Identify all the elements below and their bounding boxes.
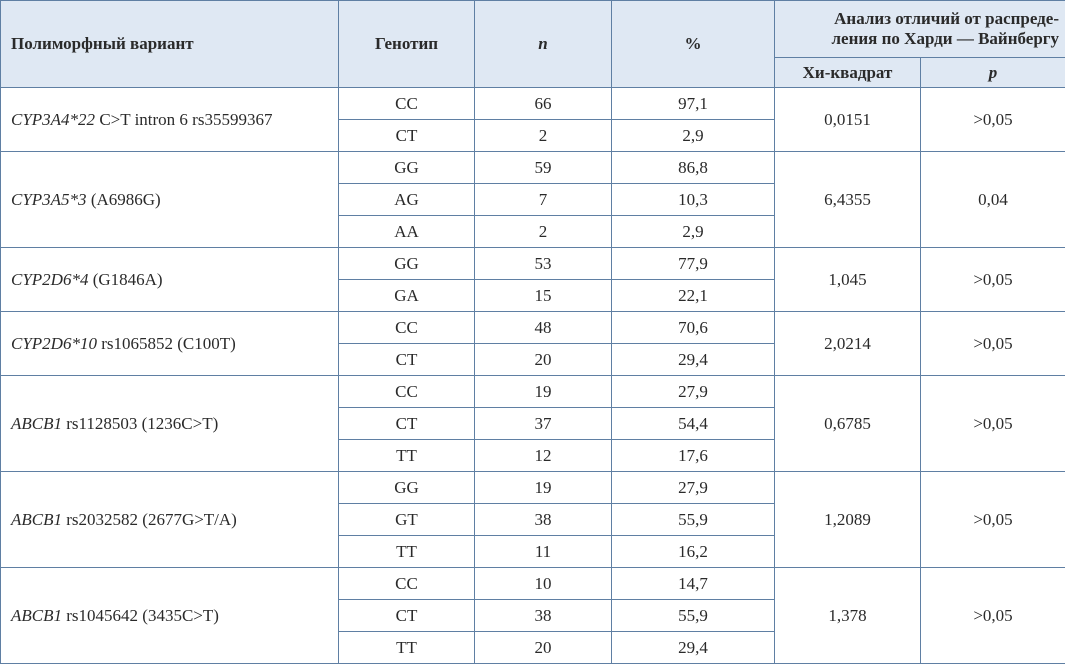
p-value-cell: >0,05 [921,88,1065,152]
variant-description: rs1128503 (1236C>T) [62,414,218,433]
header-hwe-line1: Анализ отличий от распреде- [781,9,1059,29]
variant-description: (A6986G) [87,190,161,209]
genotype-cell: GG [339,472,475,504]
chi-square-cell: 0,6785 [775,376,921,472]
count-cell: 12 [475,440,612,472]
header-hwe-analysis [775,1,1065,58]
genotype-cell: GG [339,248,475,280]
count-cell: 38 [475,504,612,536]
count-cell: 7 [475,184,612,216]
chi-square-cell: 1,2089 [775,472,921,568]
count-cell: 53 [475,248,612,280]
p-value-cell: >0,05 [921,248,1065,312]
table-row [1,568,1065,600]
genotype-cell: CT [339,344,475,376]
header-p: p [921,58,1065,88]
gene-name: CYP3A5*3 [11,190,87,209]
genotype-cell: CC [339,312,475,344]
percent-cell: 14,7 [612,568,775,600]
count-cell: 66 [475,88,612,120]
chi-square-cell: 6,4355 [775,152,921,248]
percent-cell: 16,2 [612,536,775,568]
variant-cell [1,248,339,312]
gene-name: CYP2D6*10 [11,334,97,353]
percent-cell: 2,9 [612,120,775,152]
table-row [1,88,1065,120]
count-cell: 20 [475,632,612,664]
variant-description: rs1045642 (3435C>T) [62,606,219,625]
table-row [1,152,1065,184]
count-cell: 10 [475,568,612,600]
variant-cell [1,376,339,472]
table-body [1,88,1065,664]
genotype-cell: CC [339,568,475,600]
count-cell: 19 [475,376,612,408]
variant-cell [1,312,339,376]
genotype-cell: TT [339,536,475,568]
table-row [1,376,1065,408]
header-hwe-line2: ления по Харди — Вайнбергу [781,29,1059,49]
genotype-cell: CC [339,376,475,408]
percent-cell: 29,4 [612,632,775,664]
percent-cell: 55,9 [612,504,775,536]
count-cell: 2 [475,120,612,152]
variant-cell [1,568,339,664]
percent-cell: 70,6 [612,312,775,344]
percent-cell: 17,6 [612,440,775,472]
percent-cell: 27,9 [612,472,775,504]
chi-square-cell: 2,0214 [775,312,921,376]
percent-cell: 77,9 [612,248,775,280]
count-cell: 37 [475,408,612,440]
variant-cell [1,152,339,248]
gene-name: ABCB1 [11,606,62,625]
percent-cell: 29,4 [612,344,775,376]
genotype-cell: GG [339,152,475,184]
chi-square-cell: 1,378 [775,568,921,664]
genotype-cell: CC [339,88,475,120]
percent-cell: 10,3 [612,184,775,216]
variant-cell [1,472,339,568]
percent-cell: 97,1 [612,88,775,120]
p-value-cell: >0,05 [921,312,1065,376]
gene-name: CYP3A4*22 [11,110,95,129]
genotype-cell: AG [339,184,475,216]
chi-square-cell: 0,0151 [775,88,921,152]
count-cell: 15 [475,280,612,312]
genotype-cell: CT [339,408,475,440]
genotype-cell: CT [339,600,475,632]
variant-description: C>T intron 6 rs35599367 [95,110,272,129]
p-value-cell: >0,05 [921,472,1065,568]
variant-description: rs1065852 (C100T) [97,334,236,353]
p-value-cell: >0,05 [921,568,1065,664]
gene-name: CYP2D6*4 [11,270,88,289]
chi-square-cell: 1,045 [775,248,921,312]
count-cell: 19 [475,472,612,504]
genotype-cell: TT [339,632,475,664]
percent-cell: 22,1 [612,280,775,312]
genotype-cell: AA [339,216,475,248]
variant-description: (G1846A) [88,270,162,289]
table-row [1,312,1065,344]
table-row [1,248,1065,280]
variant-description: rs2032582 (2677G>T/A) [62,510,237,529]
p-value-cell: >0,05 [921,376,1065,472]
header-percent: % [612,1,775,88]
percent-cell: 86,8 [612,152,775,184]
count-cell: 20 [475,344,612,376]
genotype-cell: TT [339,440,475,472]
gene-name: ABCB1 [11,414,62,433]
count-cell: 59 [475,152,612,184]
table-header [1,1,1065,88]
percent-cell: 27,9 [612,376,775,408]
genotype-cell: GA [339,280,475,312]
genotype-cell: GT [339,504,475,536]
gene-name: ABCB1 [11,510,62,529]
header-chi-square: Хи-квадрат [775,58,921,88]
header-variant: Полиморфный вариант [1,1,339,88]
percent-cell: 2,9 [612,216,775,248]
genotype-cell: CT [339,120,475,152]
count-cell: 38 [475,600,612,632]
count-cell: 2 [475,216,612,248]
p-value-cell: 0,04 [921,152,1065,248]
percent-cell: 54,4 [612,408,775,440]
percent-cell: 55,9 [612,600,775,632]
variant-cell [1,88,339,152]
count-cell: 48 [475,312,612,344]
header-n: n [475,1,612,88]
count-cell: 11 [475,536,612,568]
table-row [1,472,1065,504]
header-genotype: Генотип [339,1,475,88]
